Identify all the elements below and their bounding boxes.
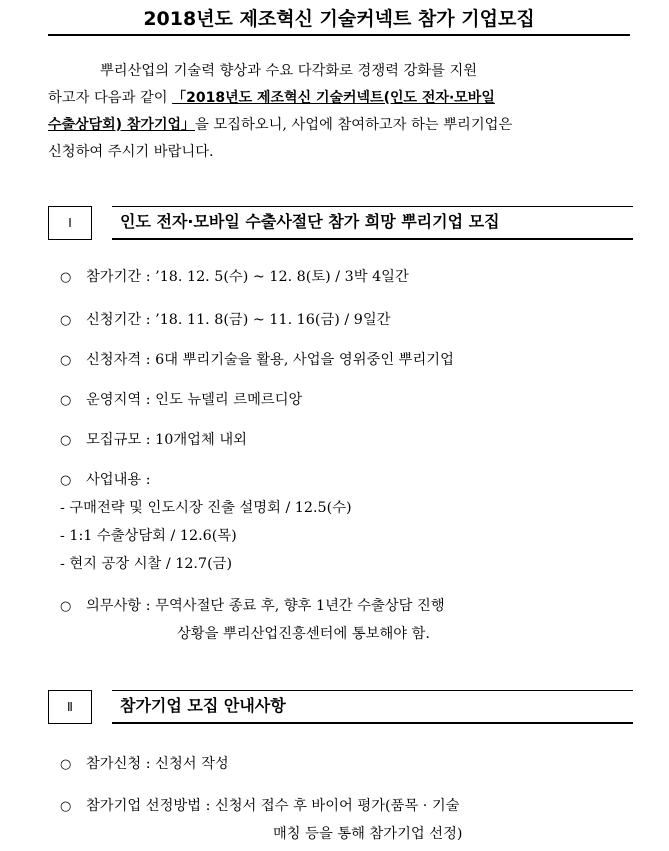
item-program-content: 사업내용 : bbox=[86, 472, 151, 488]
bullet-icon: ○ bbox=[60, 599, 72, 614]
list-item bbox=[60, 795, 640, 818]
section-1-header bbox=[48, 206, 633, 244]
item-region: 운영지역 : 인도 뉴델리 르메르디앙 bbox=[86, 392, 303, 408]
bullet-icon: ○ bbox=[60, 799, 72, 814]
section-1-heading: 인도 전자·모바일 수출사절단 참가 희망 뿌리기업 모집 bbox=[112, 206, 633, 240]
bullet-icon: ○ bbox=[60, 353, 72, 368]
bullet-icon: ○ bbox=[60, 433, 72, 448]
list-item bbox=[60, 469, 640, 492]
section-2-header bbox=[48, 690, 633, 728]
item-participation-period: 참가기간 : ’18. 12. 5(수) ~ 12. 8(토) / 3박 4일간 bbox=[86, 269, 409, 285]
section-2-heading: 참가기업 모집 안내사항 bbox=[112, 690, 633, 724]
item-application: 참가신청 : 신청서 작성 bbox=[86, 756, 229, 772]
section-1-number: Ⅰ bbox=[48, 206, 92, 240]
item-duty-label: 의무사항 : bbox=[86, 598, 156, 614]
bullet-icon: ○ bbox=[60, 313, 72, 328]
list-item bbox=[60, 595, 640, 618]
list-item bbox=[60, 266, 640, 289]
item-duty-line-1: 무역사절단 종료 후, 향후 1년간 수출상담 진행 bbox=[155, 598, 445, 614]
list-item bbox=[60, 389, 640, 412]
intro-paragraph bbox=[48, 58, 638, 166]
list-item bbox=[60, 429, 640, 452]
intro-event-name-b: 수출상담회) 참가기업」 bbox=[48, 117, 195, 133]
document-title: 2018년도 제조혁신 기술커넥트 참가 기업모집 bbox=[48, 4, 630, 36]
list-item bbox=[60, 309, 640, 332]
item-selection-line-2: 매칭 등을 통해 참가기업 선정) bbox=[273, 826, 463, 842]
sub-item-briefing: - 구매전략 및 인도시장 진출 설명회 / 12.5(수) bbox=[60, 500, 352, 516]
item-application-period: 신청기간 : ’18. 11. 8(금) ~ 11. 16(금) / 9일간 bbox=[86, 312, 391, 328]
intro-line-2: 하고자 다음과 같이 bbox=[48, 90, 173, 106]
intro-event-name-a: 「2018년도 제조혁신 기술커넥트(인도 전자·모바일 bbox=[172, 90, 495, 106]
section-2-number: Ⅱ bbox=[48, 690, 92, 724]
item-duty-line-2: 상황을 뿌리산업진흥센터에 통보해야 함. bbox=[177, 626, 430, 642]
bullet-icon: ○ bbox=[60, 757, 72, 772]
bullet-icon: ○ bbox=[60, 473, 72, 488]
item-selection-line-1: 신청서 접수 후 바이어 평가(품목 · 기술 bbox=[214, 798, 460, 814]
bullet-icon: ○ bbox=[60, 270, 72, 285]
item-selection-label: 참가기업 선정방법 : bbox=[86, 798, 215, 814]
list-item bbox=[60, 753, 640, 776]
list-item bbox=[60, 349, 640, 372]
item-eligibility: 신청자격 : 6대 뿌리기술을 활용, 사업을 영위중인 뿌리기업 bbox=[86, 352, 454, 368]
bullet-icon: ○ bbox=[60, 393, 72, 408]
item-scale: 모집규모 : 10개업체 내외 bbox=[86, 432, 247, 448]
intro-line-3: 을 모집하오니, 사업에 참여하고자 하는 뿌리기업은 bbox=[195, 117, 513, 133]
intro-line-1: 뿌리산업의 기술력 향상과 수요 다각화로 경쟁력 강화를 지원 bbox=[100, 63, 478, 79]
list-item-continuation bbox=[273, 823, 638, 845]
sub-item-consultation: - 1:1 수출상담회 / 12.6(목) bbox=[60, 528, 237, 544]
sub-item-factory-tour: - 현지 공장 시찰 / 12.7(금) bbox=[60, 556, 233, 572]
intro-line-4: 신청하여 주시기 바랍니다. bbox=[48, 144, 214, 160]
list-item-continuation bbox=[177, 623, 637, 645]
